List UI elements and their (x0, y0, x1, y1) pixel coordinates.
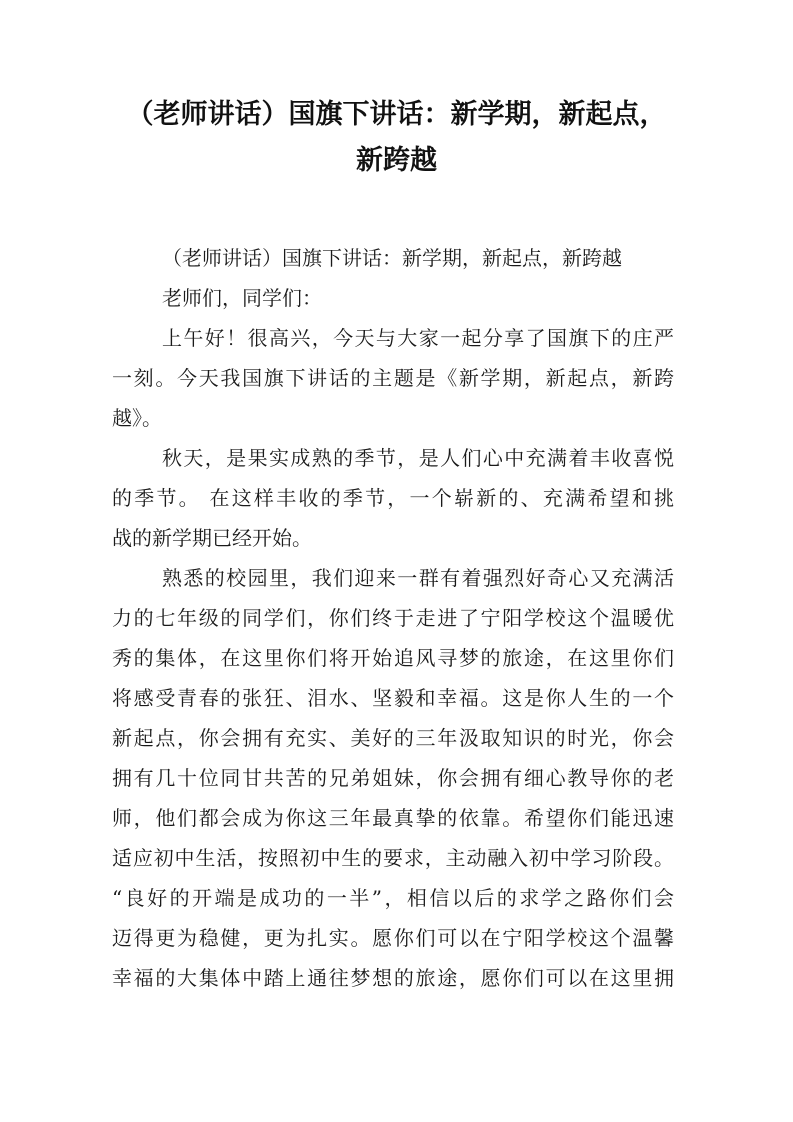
paragraph-line: 老师们，同学们： (162, 286, 322, 310)
paragraph-line: （老师讲话）国旗下讲话：新学期，新起点，新跨越 (162, 246, 622, 270)
paragraph-autumn (112, 438, 674, 558)
paragraph-line: 秀的集体，在这里你们将开始追风寻梦的旅途，在这里你们 (112, 646, 674, 670)
document-title (60, 92, 733, 184)
paragraph-line: 的季节。 在这样丰收的季节，一个崭新的、充满希望和挑 (112, 486, 674, 510)
paragraph-line: 上午好！很高兴，今天与大家一起分享了国旗下的庄严 (162, 326, 674, 350)
paragraph-line: “良好的开端是成功的一半”，相信以后的求学之路你们会 (112, 886, 674, 910)
title-line-1: （老师讲话）国旗下讲话：新学期，新起点， (126, 99, 667, 130)
paragraph-line: 新起点，你会拥有充实、美好的三年汲取知识的时光，你会 (112, 726, 674, 750)
paragraph-subtitle (112, 238, 674, 278)
paragraph-line: 战的新学期已经开始。 (112, 526, 312, 550)
paragraph-line: 越》。 (112, 406, 162, 430)
paragraph-line: 一刻。今天我国旗下讲话的主题是《新学期，新起点，新跨 (112, 366, 674, 390)
paragraph-line: 熟悉的校园里，我们迎来一群有着强烈好奇心又充满活 (162, 566, 674, 590)
title-line-2: 新跨越 (356, 145, 437, 176)
paragraph-line: 迈得更为稳健，更为扎实。愿你们可以在宁阳学校这个温馨 (112, 926, 674, 950)
paragraph-salutation (112, 278, 674, 318)
paragraph-greeting (112, 318, 674, 438)
document-body (112, 238, 674, 998)
paragraph-line: 力的七年级的同学们，你们终于走进了宁阳学校这个温暖优 (112, 606, 674, 630)
paragraph-line: 将感受青春的张狂、泪水、坚毅和幸福。这是你人生的一个 (112, 686, 674, 710)
paragraph-line: 拥有几十位同甘共苦的兄弟姐妹，你会拥有细心教导你的老 (112, 766, 674, 790)
paragraph-line: 秋天，是果实成熟的季节，是人们心中充满着丰收喜悦 (162, 446, 674, 470)
paragraph-line: 师，他们都会成为你这三年最真挚的依靠。希望你们能迅速 (112, 806, 674, 830)
paragraph-campus (112, 558, 674, 998)
paragraph-line: 适应初中生活，按照初中生的要求，主动融入初中学习阶段。 (112, 846, 674, 870)
paragraph-line: 幸福的大集体中踏上通往梦想的旅途，愿你们可以在这里拥 (112, 966, 674, 990)
